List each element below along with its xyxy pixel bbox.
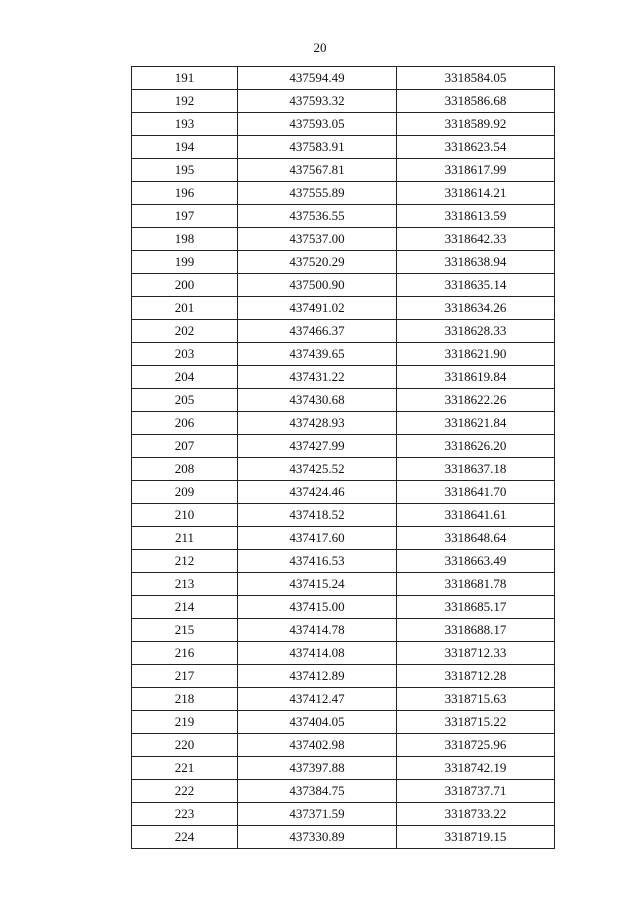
x-coordinate-cell: 437431.22: [238, 366, 397, 389]
y-coordinate-cell: 3318663.49: [397, 550, 555, 573]
table-row: [132, 458, 555, 481]
point-number-cell: 210: [132, 504, 238, 527]
y-coordinate-cell: 3318733.22: [397, 803, 555, 826]
x-coordinate-cell: 437402.98: [238, 734, 397, 757]
x-coordinate-cell: 437412.89: [238, 665, 397, 688]
y-coordinate-cell: 3318641.61: [397, 504, 555, 527]
y-coordinate-cell: 3318617.99: [397, 159, 555, 182]
point-number-cell: 214: [132, 596, 238, 619]
table-row: [132, 412, 555, 435]
x-coordinate-cell: 437427.99: [238, 435, 397, 458]
point-number-cell: 213: [132, 573, 238, 596]
table-row: [132, 734, 555, 757]
x-coordinate-cell: 437415.00: [238, 596, 397, 619]
x-coordinate-cell: 437555.89: [238, 182, 397, 205]
y-coordinate-cell: 3318626.20: [397, 435, 555, 458]
y-coordinate-cell: 3318688.17: [397, 619, 555, 642]
point-number-cell: 197: [132, 205, 238, 228]
y-coordinate-cell: 3318586.68: [397, 90, 555, 113]
x-coordinate-cell: 437537.00: [238, 228, 397, 251]
table-row: [132, 389, 555, 412]
x-coordinate-cell: 437425.52: [238, 458, 397, 481]
point-number-cell: 193: [132, 113, 238, 136]
x-coordinate-cell: 437593.05: [238, 113, 397, 136]
point-number-cell: 220: [132, 734, 238, 757]
y-coordinate-cell: 3318685.17: [397, 596, 555, 619]
table-row: [132, 711, 555, 734]
table-row: [132, 527, 555, 550]
point-number-cell: 208: [132, 458, 238, 481]
table-row: [132, 343, 555, 366]
table-row: [132, 665, 555, 688]
y-coordinate-cell: 3318635.14: [397, 274, 555, 297]
point-number-cell: 200: [132, 274, 238, 297]
y-coordinate-cell: 3318725.96: [397, 734, 555, 757]
table-row: [132, 550, 555, 573]
point-number-cell: 199: [132, 251, 238, 274]
table-row: [132, 320, 555, 343]
table-row: [132, 826, 555, 849]
y-coordinate-cell: 3318614.21: [397, 182, 555, 205]
table-row: [132, 619, 555, 642]
table-row: [132, 205, 555, 228]
y-coordinate-cell: 3318681.78: [397, 573, 555, 596]
y-coordinate-cell: 3318638.94: [397, 251, 555, 274]
y-coordinate-cell: 3318712.33: [397, 642, 555, 665]
y-coordinate-cell: 3318621.84: [397, 412, 555, 435]
table-row: [132, 757, 555, 780]
point-number-cell: 216: [132, 642, 238, 665]
y-coordinate-cell: 3318648.64: [397, 527, 555, 550]
point-number-cell: 203: [132, 343, 238, 366]
point-number-cell: 212: [132, 550, 238, 573]
table-row: [132, 780, 555, 803]
point-number-cell: 222: [132, 780, 238, 803]
x-coordinate-cell: 437520.29: [238, 251, 397, 274]
x-coordinate-cell: 437536.55: [238, 205, 397, 228]
x-coordinate-cell: 437424.46: [238, 481, 397, 504]
point-number-cell: 211: [132, 527, 238, 550]
point-number-cell: 224: [132, 826, 238, 849]
point-number-cell: 191: [132, 67, 238, 90]
table-row: [132, 274, 555, 297]
y-coordinate-cell: 3318621.90: [397, 343, 555, 366]
x-coordinate-cell: 437466.37: [238, 320, 397, 343]
x-coordinate-cell: 437414.78: [238, 619, 397, 642]
table-row: [132, 366, 555, 389]
y-coordinate-cell: 3318622.26: [397, 389, 555, 412]
x-coordinate-cell: 437384.75: [238, 780, 397, 803]
y-coordinate-cell: 3318641.70: [397, 481, 555, 504]
y-coordinate-cell: 3318742.19: [397, 757, 555, 780]
y-coordinate-cell: 3318737.71: [397, 780, 555, 803]
table-row: [132, 642, 555, 665]
x-coordinate-cell: 437428.93: [238, 412, 397, 435]
table-row: [132, 297, 555, 320]
y-coordinate-cell: 3318589.92: [397, 113, 555, 136]
table-row: [132, 504, 555, 527]
y-coordinate-cell: 3318613.59: [397, 205, 555, 228]
y-coordinate-cell: 3318623.54: [397, 136, 555, 159]
table-row: [132, 481, 555, 504]
y-coordinate-cell: 3318715.63: [397, 688, 555, 711]
point-number-cell: 207: [132, 435, 238, 458]
x-coordinate-cell: 437404.05: [238, 711, 397, 734]
x-coordinate-cell: 437583.91: [238, 136, 397, 159]
point-number-cell: 204: [132, 366, 238, 389]
point-number-cell: 206: [132, 412, 238, 435]
page-number: 20: [313, 40, 327, 55]
x-coordinate-cell: 437567.81: [238, 159, 397, 182]
table-row: [132, 573, 555, 596]
x-coordinate-cell: 437430.68: [238, 389, 397, 412]
point-number-cell: 192: [132, 90, 238, 113]
y-coordinate-cell: 3318715.22: [397, 711, 555, 734]
x-coordinate-cell: 437593.32: [238, 90, 397, 113]
point-number-cell: 198: [132, 228, 238, 251]
table-row: [132, 67, 555, 90]
point-number-cell: 221: [132, 757, 238, 780]
table-row: [132, 159, 555, 182]
point-number-cell: 194: [132, 136, 238, 159]
x-coordinate-cell: 437397.88: [238, 757, 397, 780]
x-coordinate-cell: 437594.49: [238, 67, 397, 90]
y-coordinate-cell: 3318712.28: [397, 665, 555, 688]
table-row: [132, 251, 555, 274]
y-coordinate-cell: 3318628.33: [397, 320, 555, 343]
x-coordinate-cell: 437330.89: [238, 826, 397, 849]
x-coordinate-cell: 437417.60: [238, 527, 397, 550]
x-coordinate-cell: 437439.65: [238, 343, 397, 366]
y-coordinate-cell: 3318637.18: [397, 458, 555, 481]
table-row: [132, 688, 555, 711]
x-coordinate-cell: 437415.24: [238, 573, 397, 596]
x-coordinate-cell: 437412.47: [238, 688, 397, 711]
table-row: [132, 90, 555, 113]
point-number-cell: 201: [132, 297, 238, 320]
point-number-cell: 218: [132, 688, 238, 711]
table-row: [132, 803, 555, 826]
y-coordinate-cell: 3318642.33: [397, 228, 555, 251]
table-row: [132, 435, 555, 458]
table-row: [132, 228, 555, 251]
point-number-cell: 202: [132, 320, 238, 343]
y-coordinate-cell: 3318619.84: [397, 366, 555, 389]
coordinate-table: [131, 66, 555, 849]
y-coordinate-cell: 3318584.05: [397, 67, 555, 90]
table-row: [132, 596, 555, 619]
x-coordinate-cell: 437491.02: [238, 297, 397, 320]
table-row: [132, 182, 555, 205]
point-number-cell: 196: [132, 182, 238, 205]
point-number-cell: 217: [132, 665, 238, 688]
point-number-cell: 205: [132, 389, 238, 412]
point-number-cell: 219: [132, 711, 238, 734]
x-coordinate-cell: 437500.90: [238, 274, 397, 297]
x-coordinate-cell: 437371.59: [238, 803, 397, 826]
x-coordinate-cell: 437416.53: [238, 550, 397, 573]
x-coordinate-cell: 437414.08: [238, 642, 397, 665]
y-coordinate-cell: 3318719.15: [397, 826, 555, 849]
point-number-cell: 215: [132, 619, 238, 642]
y-coordinate-cell: 3318634.26: [397, 297, 555, 320]
x-coordinate-cell: 437418.52: [238, 504, 397, 527]
coordinate-table-body: [132, 67, 555, 849]
table-row: [132, 136, 555, 159]
point-number-cell: 223: [132, 803, 238, 826]
table-row: [132, 113, 555, 136]
point-number-cell: 195: [132, 159, 238, 182]
point-number-cell: 209: [132, 481, 238, 504]
